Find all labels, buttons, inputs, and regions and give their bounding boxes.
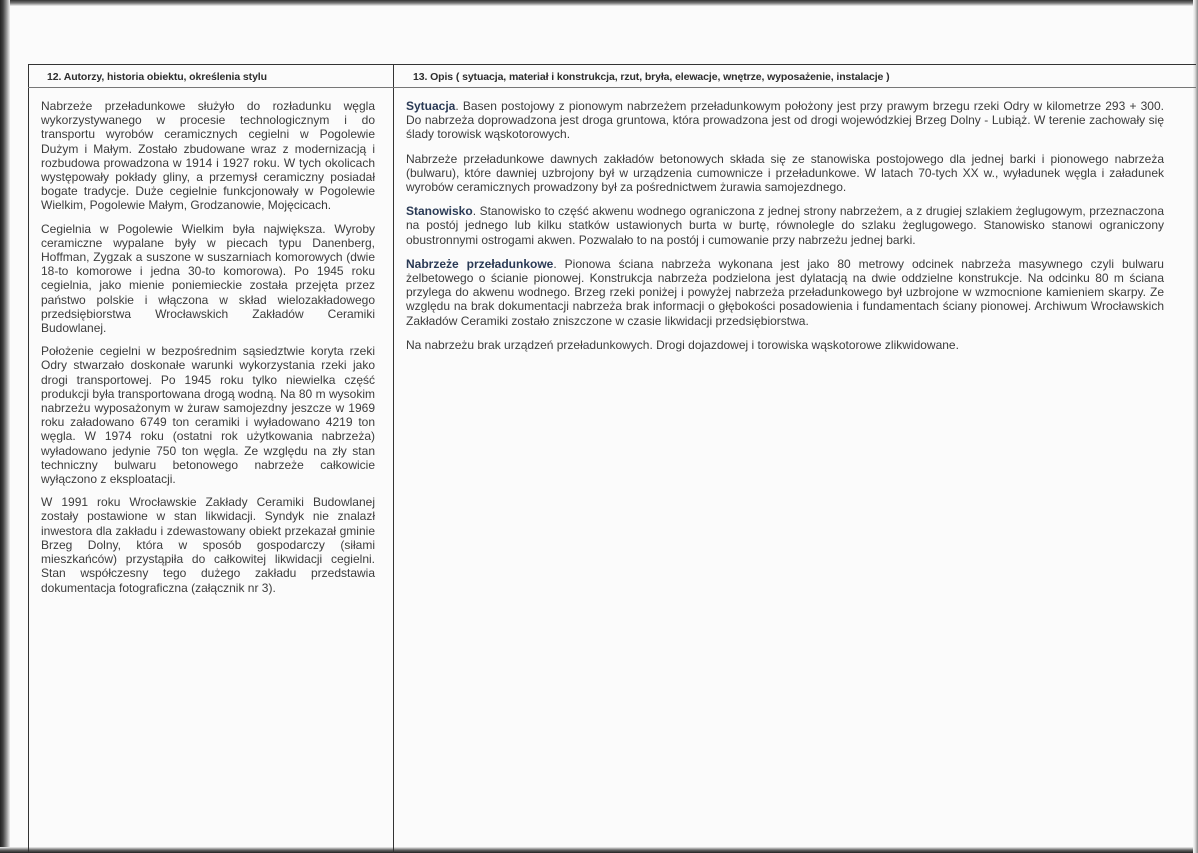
description-paragraph-situation <box>406 99 1164 142</box>
description-paragraph-stand <box>406 204 1164 247</box>
paragraph-body: . Basen postojowy z pionowym nabrzeżem przeładunkowym położony jest przy prawym brzegu rzeki Odry w kilometrze 293 + 300. Do nabrzeża doprowadzona jest droga gruntowa, która prowadzona jest od drogi wojewódzkiej Brzeg Dolny - Lubiąż. W terenie zachowały się ślady torowisk wąskotorowych. <box>406 99 1164 142</box>
description-paragraph-quay <box>406 257 1164 328</box>
column-divider <box>393 64 394 853</box>
history-paragraph: Nabrzeże przeładunkowe służyło do rozładunku węgla wykorzystywanego w procesie technologicznym i do transportu wyrobów ceramicznych cegielni w Pogolewie Dużym i Małym. Zostało zbudowane wraz z modernizacją i rozbudowa prowadzona w 1914 i 1927 roku. W tych okolicach występowały pokłady gliny, a przemysł ceramiczny posiadał bogate tradycje. Duże cegielnie funkcjonowały w Pogolewie Wielkim, Pogolewie Małym, Grodzanowie, Mojęcicach. <box>41 99 375 213</box>
description-column <box>406 99 1164 362</box>
history-paragraph: W 1991 roku Wrocławskie Zakłady Ceramiki Budowlanej zostały postawione w stan likwidacji. Syndyk nie znalazł inwestora dla zakładu i zdewastowany obiekt przekazał gminie Brzeg Dolny, która w sposób gospodarczy (siłami mieszkańców) przystąpiła do całkowitej likwidacji cegielni. Stan współczesny tego dużego zakładu przedstawia dokumentacja fotograficzna (załącznik nr 3). <box>41 495 375 595</box>
description-paragraph <box>406 338 1164 352</box>
paragraph-lead: Sytuacja <box>406 99 456 113</box>
section-12-heading: 12. Autorzy, historia obiektu, określenia stylu <box>47 71 267 83</box>
history-column <box>41 99 375 604</box>
paragraph-lead: Nabrzeże przeładunkowe <box>406 256 554 271</box>
history-paragraph: Położenie cegielni w bezpośrednim sąsiedztwie koryta rzeki Odry stwarzało doskonałe warunki wykorzystania rzeki jako drogi transportowej. Po 1945 roku tylko niewielka część produkcji była transportowana drogą wodną. Na 80 m wysokim nabrzeżu wyposażonym w żuraw samojezdny jeszcze w 1969 roku załadowano 6749 ton ceramiki i wyładowano 4219 ton węgla. W 1974 roku (ostatni rok użytkowania nabrzeża) wyładowano jedynie 750 ton węgla. Ze względu na zły stan techniczny bulwaru betonowego nabrzeże całkowicie wyłączono z eksploatacji. <box>41 344 375 487</box>
description-paragraph <box>406 152 1164 195</box>
paragraph-lead: Stanowisko <box>406 204 473 219</box>
section-13-heading: 13. Opis ( sytuacja, materiał i konstrukcja, rzut, bryła, elewacje, wnętrze, wyposażenie, instalacje ) <box>413 71 890 83</box>
paragraph-body: . Stanowisko to część akwenu wodnego ograniczona z jednej strony nabrzeżem, a z drugiej szlakiem żeglugowym, przeznaczona na postój jednego lub kilku statków ustawionych burta w burtę, równolegle do szlaku żeglugowego. Stanowisko stanowi ograniczony obustronnymi ostrogami akwen. Pozwalało to na postój i cumowanie przy nabrzeżu jednej barki. <box>406 204 1164 247</box>
paragraph-body: . Pionowa ściana nabrzeża wykonana jest jako 80 metrowy odcinek nabrzeża masywnego czyli bulwaru żelbetowego o ścianie pionowej. Konstrukcja nabrzeża podzielona jest dylatacją na dwie oddzielne konstrukcje. Na odcinku 80 m ściana przylega do akwenu wodnego. Brzeg rzeki poniżej i powyżej nabrzeża przeładunkowego był uzbrojone w wzmocnione kamieniem skarpy. Ze względu na brak dokumentacji nabrzeża brak informacji o głębokości posadowienia i fundamentach ściany pionowej. Archiwum Wrocławskich Zakładów Ceramiki zostało zniszczone w czasie likwidacji przedsiębiorstwa. <box>406 256 1164 328</box>
paragraph-body: Na nabrzeżu brak urządzeń przeładunkowych. Drogi dojazdowej i torowiska wąskotorowe zlikwidowane. <box>406 337 959 352</box>
scan-edge-top <box>0 0 1198 6</box>
history-paragraph: Cegielnia w Pogolewie Wielkim była największa. Wyroby ceramiczne wypalane były w piecach typu Danenberg, Hoffman, Zygzak a suszone w suszarniach komorowych (dwie 18-to komorowe i jedna 30-to komorowa). Po 1945 roku cegielnia, jako mienie poniemieckie została przejęta przez państwo polskie i włączona w skład wielozakładowego przedsiębiorstwa Wrocławskich Zakładów Ceramiki Budowlanej. <box>41 221 375 336</box>
paragraph-body: Nabrzeże przeładunkowe dawnych zakładów betonowych składa się ze stanowiska postojowego dla jednej barki i pionowego nabrzeża (bulwaru), które dawniej uzbrojony był w urządzenia cumownicze i przeładunkowe. W latach 70-tych XX w., wyładunek węgla i załadunek wyrobów ceramicznych prowadzony był za pośrednictwem żurawia samojezdnego. <box>406 151 1164 195</box>
header-rule <box>28 87 1196 88</box>
scan-edge-left <box>0 0 10 853</box>
